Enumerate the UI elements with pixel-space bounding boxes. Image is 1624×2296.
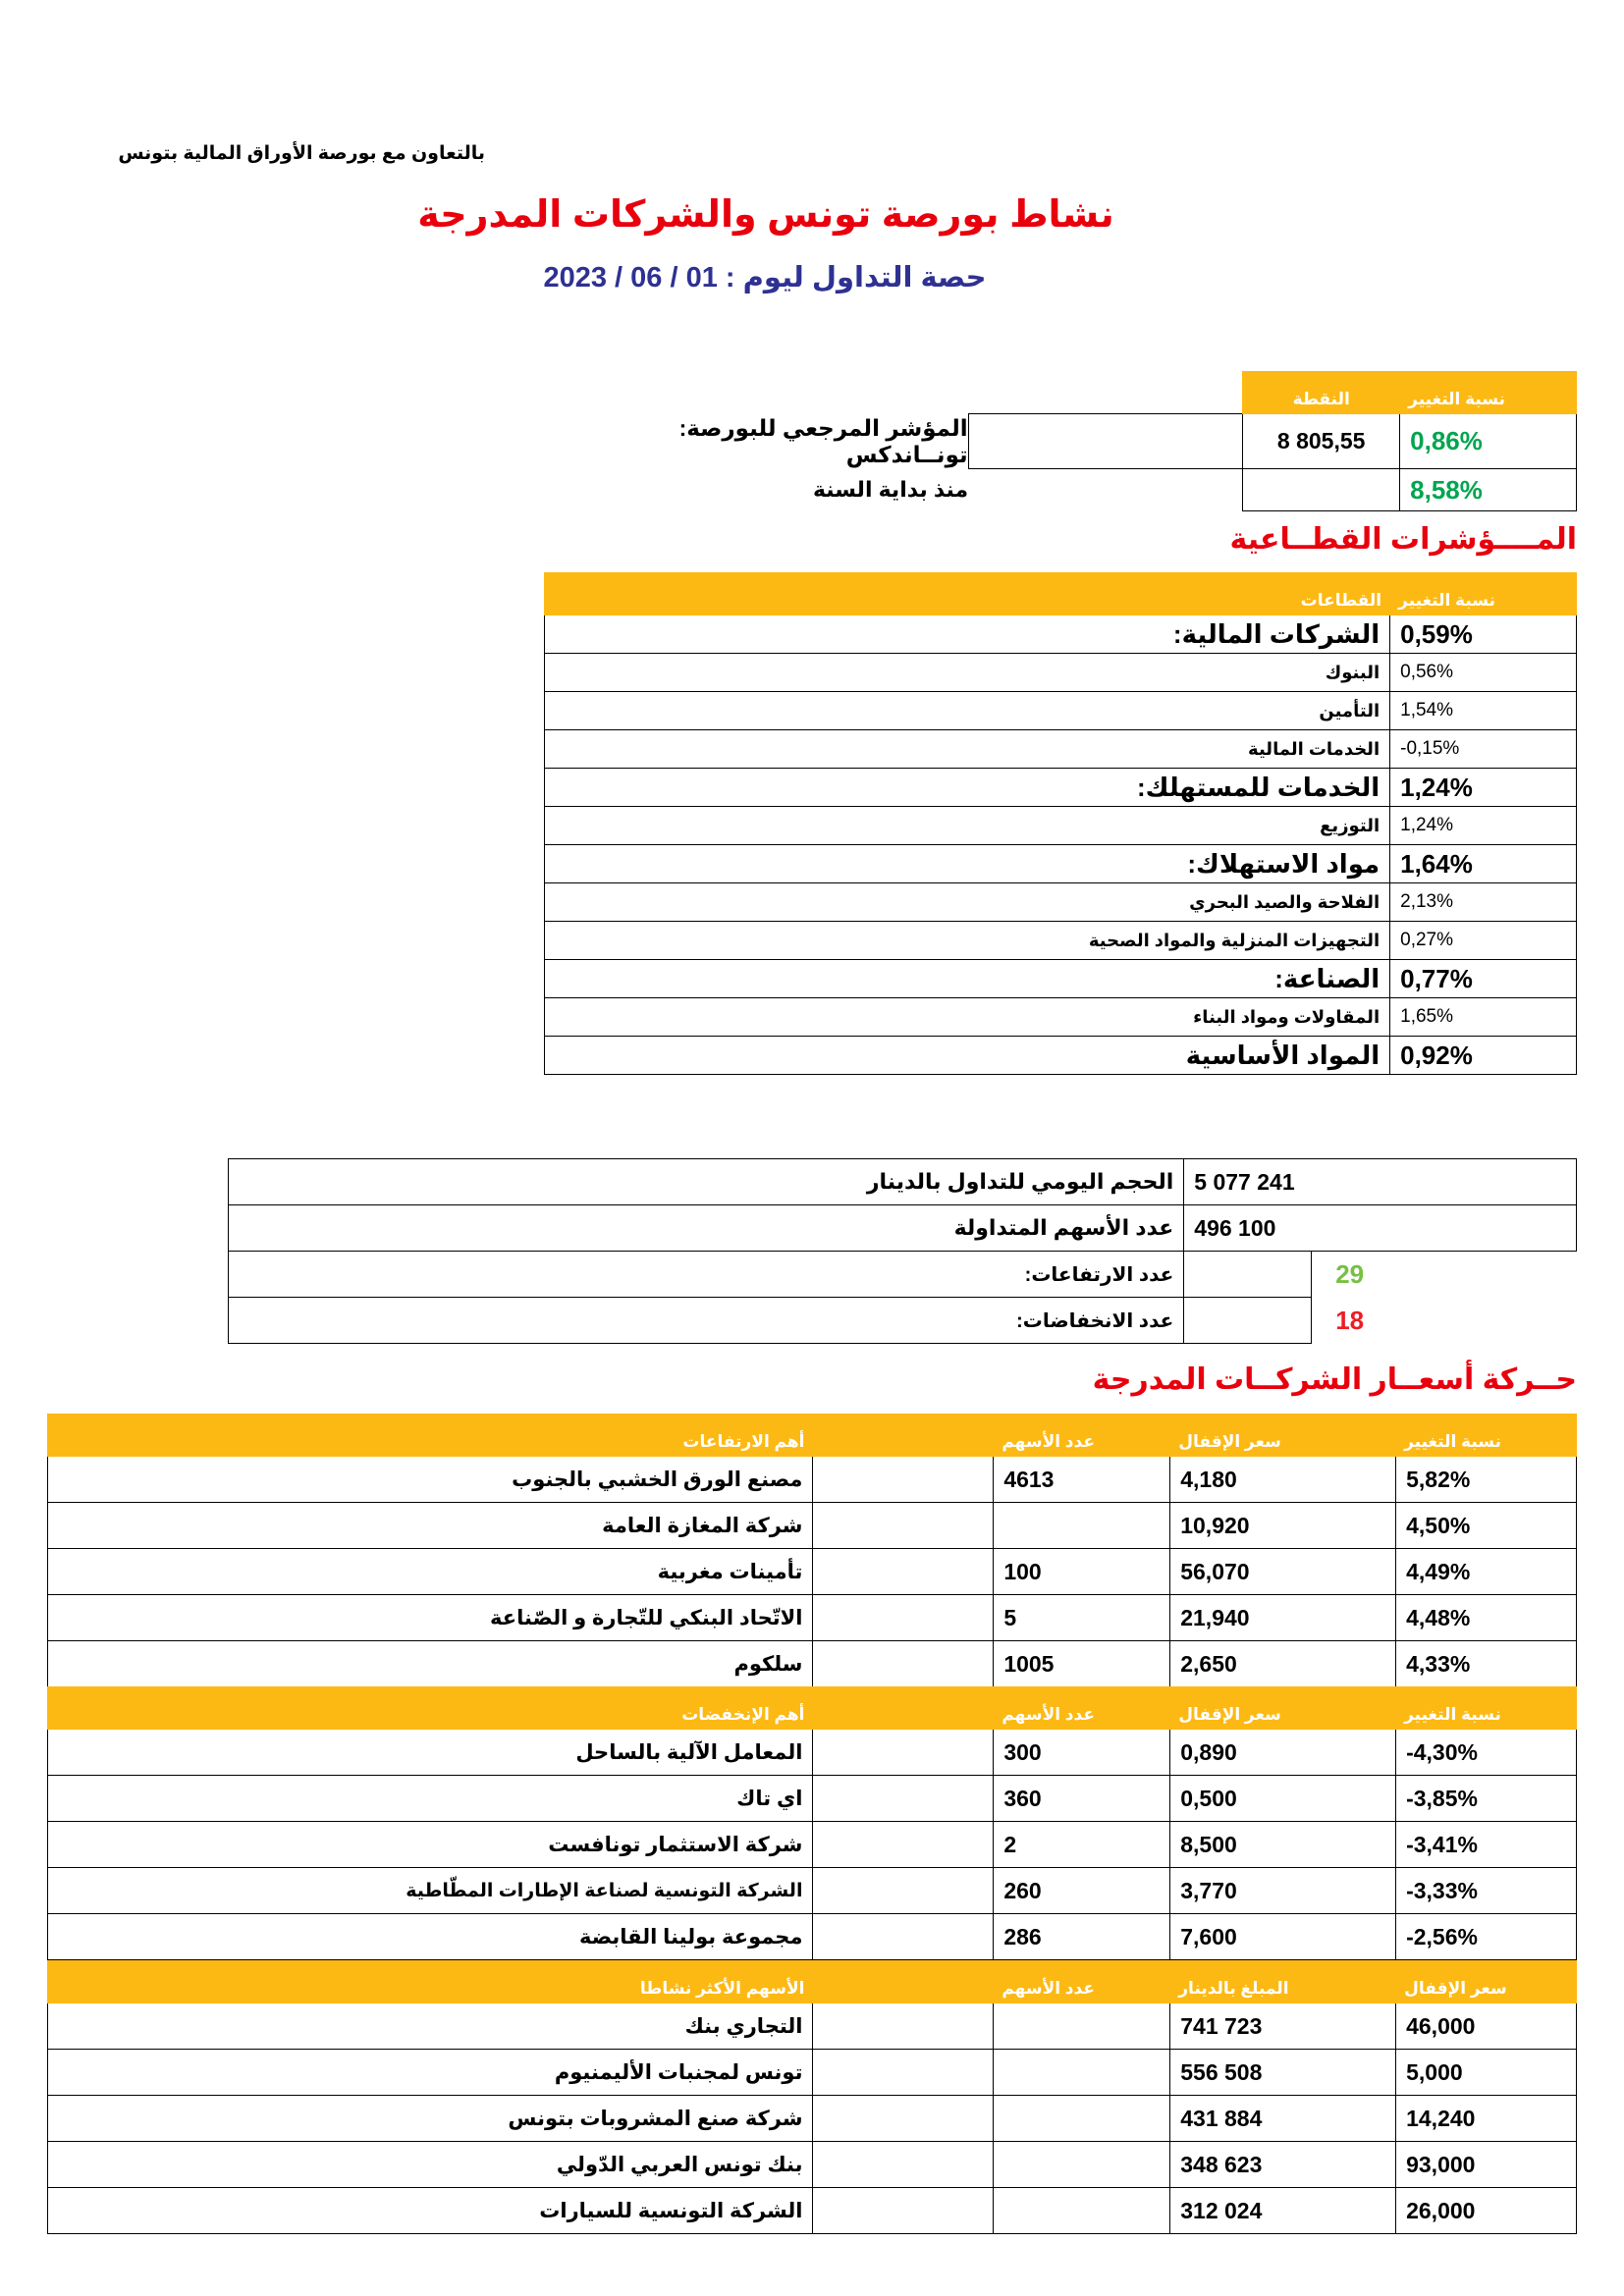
losers-col-shares: عدد الأسهم [994, 1687, 1170, 1730]
loser-price: 0,500 [1170, 1776, 1396, 1822]
shares-traded-value: 496 100 [1184, 1205, 1577, 1252]
table-row [545, 998, 1577, 1037]
table-row [596, 414, 1577, 469]
sectors-col-change: نسبة التغيير [1390, 573, 1577, 615]
index-empty-cell [968, 414, 1243, 469]
gainers-table [47, 1414, 1577, 1687]
index-row-label: المؤشر المرجعي للبورصة: تونــاندكس [678, 414, 968, 467]
gainer-price: 10,920 [1170, 1503, 1396, 1549]
sector-name: التأمين [545, 692, 1390, 730]
sector-name: مواد الاستهلاك: [545, 845, 1390, 883]
loser-gap [813, 1914, 994, 1960]
advances-count-value: 29 [1335, 1258, 1365, 1289]
index-header-row [596, 372, 1577, 414]
daily-volume-value: 5 077 241 [1184, 1159, 1577, 1205]
sector-name: الصناعة: [545, 960, 1390, 998]
table-row [545, 769, 1577, 807]
table-row [545, 730, 1577, 769]
active-price: 5,000 [1396, 2050, 1577, 2096]
loser-name: مجموعة بولينا القابضة [48, 1914, 813, 1960]
actives-col-gap [813, 1961, 994, 2003]
index-col-point: النقطة [1243, 372, 1400, 414]
table-row [545, 692, 1577, 730]
loser-change: -2,56% [1396, 1914, 1577, 1960]
active-price: 26,000 [1396, 2188, 1577, 2234]
loser-name: المعامل الآلية بالساحل [48, 1730, 813, 1776]
table-row [48, 1503, 1577, 1549]
table-row [48, 2003, 1577, 2050]
losers-header-row [48, 1687, 1577, 1730]
movers-section-title: حــركة أسعــار الشركــات المدرجة [1092, 1363, 1577, 1396]
loser-change: -3,85% [1396, 1776, 1577, 1822]
sector-change: 0,92% [1390, 1037, 1577, 1075]
active-price: 46,000 [1396, 2003, 1577, 2050]
sector-name: المواد الأساسية [545, 1037, 1390, 1075]
loser-shares: 360 [994, 1776, 1170, 1822]
index-label-spacer [596, 372, 969, 414]
index-col-change: نسبة التغيير [1400, 372, 1577, 414]
table-row [545, 845, 1577, 883]
actives-header-row [48, 1961, 1577, 2003]
gainer-gap [813, 1595, 994, 1641]
gainer-price: 21,940 [1170, 1595, 1396, 1641]
active-shares [994, 2188, 1170, 2234]
gainer-change: 4,33% [1396, 1641, 1577, 1687]
gainers-header-row [48, 1415, 1577, 1457]
sector-change: 2,13% [1390, 883, 1577, 922]
loser-price: 7,600 [1170, 1914, 1396, 1960]
top-losers-table [47, 1686, 1577, 1960]
gainer-price: 4,180 [1170, 1457, 1396, 1503]
active-name: بنك تونس العربي الدّولي [48, 2142, 813, 2188]
gainer-shares: 1005 [994, 1641, 1170, 1687]
loser-shares: 260 [994, 1868, 1170, 1914]
sector-change: 1,64% [1390, 845, 1577, 883]
index-ytd-value: 8,58% [1400, 469, 1577, 511]
active-price: 14,240 [1396, 2096, 1577, 2142]
table-row [229, 1205, 1577, 1252]
losers-col-name: أهم الإنخفضات [48, 1687, 813, 1730]
table-row [545, 615, 1577, 654]
losers-table [47, 1686, 1577, 1960]
sector-name: الخدمات المالية [545, 730, 1390, 769]
active-shares [994, 2003, 1170, 2050]
table-row [48, 1730, 1577, 1776]
sector-change: 1,65% [1390, 998, 1577, 1037]
gainer-change: 5,82% [1396, 1457, 1577, 1503]
table-row [545, 960, 1577, 998]
table-row [48, 1776, 1577, 1822]
gainer-name: سلكوم [48, 1641, 813, 1687]
gainer-price: 2,650 [1170, 1641, 1396, 1687]
table-row [229, 1252, 1577, 1298]
losers-col-change: نسبة التغيير [1396, 1687, 1577, 1730]
loser-price: 0,890 [1170, 1730, 1396, 1776]
actives-col-name: الأسهم الأكثر نشاطا [48, 1961, 813, 2003]
table-row [545, 807, 1577, 845]
page-title: نشاط بورصة تونس والشركات المدرجة [417, 194, 1114, 236]
gainer-shares [994, 1503, 1170, 1549]
gainer-change: 4,49% [1396, 1549, 1577, 1595]
declines-label: عدد الانخفاضات: [229, 1298, 1184, 1344]
table-row [545, 922, 1577, 960]
sector-name: التوزيع [545, 807, 1390, 845]
table-row [229, 1159, 1577, 1205]
gainers-col-name: أهم الارتفاعات [48, 1415, 813, 1457]
loser-gap [813, 1730, 994, 1776]
sector-change: 1,54% [1390, 692, 1577, 730]
sectors-table [544, 572, 1577, 1075]
table-row [596, 469, 1577, 511]
gainer-gap [813, 1457, 994, 1503]
sectors-header-row [545, 573, 1577, 615]
loser-gap [813, 1822, 994, 1868]
gainer-name: مصنع الورق الخشبي بالجنوب [48, 1457, 813, 1503]
sector-change: 0,77% [1390, 960, 1577, 998]
gainer-gap [813, 1503, 994, 1549]
active-price: 93,000 [1396, 2142, 1577, 2188]
index-ytd-label: منذ بداية السنة [812, 477, 969, 502]
sector-change: 1,24% [1390, 769, 1577, 807]
active-name: الشركة التونسية للسيارات [48, 2188, 813, 2234]
benchmark-index-table [595, 371, 1577, 511]
loser-gap [813, 1868, 994, 1914]
active-amount: 556 508 [1170, 2050, 1396, 2096]
volume-summary-table [228, 1158, 1577, 1344]
sector-name: الفلاحة والصيد البحري [545, 883, 1390, 922]
gainer-price: 56,070 [1170, 1549, 1396, 1595]
active-amount: 348 623 [1170, 2142, 1396, 2188]
sectors-col-name: القطاعات [545, 573, 1390, 615]
active-amount: 312 024 [1170, 2188, 1396, 2234]
active-gap [813, 2096, 994, 2142]
daily-volume-label: الحجم اليومي للتداول بالدينار [229, 1159, 1184, 1205]
advances-label: عدد الارتفاعات: [229, 1252, 1184, 1298]
loser-change: -4,30% [1396, 1730, 1577, 1776]
gainers-col-change: نسبة التغيير [1396, 1415, 1577, 1457]
sector-change: 0,27% [1390, 922, 1577, 960]
gainer-change: 4,48% [1396, 1595, 1577, 1641]
table-row [48, 2142, 1577, 2188]
gainer-shares: 5 [994, 1595, 1170, 1641]
table-row [48, 1868, 1577, 1914]
active-name: تونس لمجنبات الأليمنيوم [48, 2050, 813, 2096]
index-point-value: 8 805,55 [1243, 414, 1400, 469]
losers-col-gap [813, 1687, 994, 1730]
advances-spacer [1184, 1252, 1312, 1298]
loser-shares: 2 [994, 1822, 1170, 1868]
loser-gap [813, 1776, 994, 1822]
loser-price: 3,770 [1170, 1868, 1396, 1914]
table-row [48, 1641, 1577, 1687]
sector-name: الخدمات للمستهلك: [545, 769, 1390, 807]
active-gap [813, 2003, 994, 2050]
sector-name: التجهيزات المنزلية والمواد الصحية [545, 922, 1390, 960]
sector-change: 0,59% [1390, 615, 1577, 654]
volume-table [228, 1158, 1577, 1344]
active-shares [994, 2142, 1170, 2188]
gainers-col-price: سعر الإقفال [1170, 1415, 1396, 1457]
most-active-table [47, 1960, 1577, 2234]
gainer-name: الاتّحاد البنكي للتّجارة و الصّناعة [48, 1595, 813, 1641]
actives-col-price: سعر الإقفال [1396, 1961, 1577, 2003]
index-spacer-cell [968, 372, 1243, 414]
active-gap [813, 2050, 994, 2096]
sector-name: المقاولات ومواد البناء [545, 998, 1390, 1037]
loser-price: 8,500 [1170, 1822, 1396, 1868]
sector-change: -0,15% [1390, 730, 1577, 769]
table-row [48, 1595, 1577, 1641]
gainers-col-gap [813, 1415, 994, 1457]
table-row [545, 654, 1577, 692]
actives-col-amount: المبلغ بالدينار [1170, 1961, 1396, 2003]
table-row [48, 1914, 1577, 1960]
gainer-change: 4,50% [1396, 1503, 1577, 1549]
shares-traded-label: عدد الأسهم المتداولة [229, 1205, 1184, 1252]
active-amount: 741 723 [1170, 2003, 1396, 2050]
active-amount: 431 884 [1170, 2096, 1396, 2142]
loser-shares: 286 [994, 1914, 1170, 1960]
loser-name: اي تاك [48, 1776, 813, 1822]
table-row [48, 2050, 1577, 2096]
sectors-section-title: المــــؤشرات القطــاعية [1229, 523, 1577, 556]
loser-change: -3,33% [1396, 1868, 1577, 1914]
sector-change: 0,56% [1390, 654, 1577, 692]
sector-change: 1,24% [1390, 807, 1577, 845]
cooperation-note: بالتعاون مع بورصة الأوراق المالية بتونس [118, 143, 485, 164]
table-row [48, 1822, 1577, 1868]
table-row [545, 1037, 1577, 1075]
active-shares [994, 2050, 1170, 2096]
loser-change: -3,41% [1396, 1822, 1577, 1868]
declines-spacer [1184, 1298, 1312, 1344]
table-row [48, 1549, 1577, 1595]
active-name: شركة صنع المشروبات بتونس [48, 2096, 813, 2142]
gainer-shares: 100 [994, 1549, 1170, 1595]
declines-count-value: 18 [1335, 1305, 1365, 1335]
actives-table [47, 1960, 1577, 2234]
active-shares [994, 2096, 1170, 2142]
active-gap [813, 2188, 994, 2234]
index-ytd-point [1243, 469, 1400, 511]
index-change-value: 0,86% [1400, 414, 1577, 469]
sector-name: الشركات المالية: [545, 615, 1390, 654]
index-table [595, 371, 1577, 511]
gainers-col-shares: عدد الأسهم [994, 1415, 1170, 1457]
sector-indicators-table [544, 572, 1577, 1075]
sector-name: البنوك [545, 654, 1390, 692]
gainer-gap [813, 1549, 994, 1595]
gainer-gap [813, 1641, 994, 1687]
gainer-shares: 4613 [994, 1457, 1170, 1503]
losers-col-price: سعر الإقفال [1170, 1687, 1396, 1730]
table-row [48, 2096, 1577, 2142]
top-gainers-table [47, 1414, 1577, 1687]
table-row [229, 1298, 1577, 1344]
loser-name: شركة الاستثمار تونافست [48, 1822, 813, 1868]
gainer-name: تأمينات مغربية [48, 1549, 813, 1595]
active-gap [813, 2142, 994, 2188]
loser-shares: 300 [994, 1730, 1170, 1776]
index-ytd-empty [968, 469, 1243, 511]
session-date: حصة التداول ليوم : 01 / 06 / 2023 [543, 262, 987, 294]
table-row [48, 2188, 1577, 2234]
table-row [48, 1457, 1577, 1503]
table-row [545, 883, 1577, 922]
gainer-name: شركة المغازة العامة [48, 1503, 813, 1549]
loser-name: الشركة التونسية لصناعة الإطارات المطّاطية [48, 1868, 813, 1914]
active-name: التجاري بنك [48, 2003, 813, 2050]
actives-col-shares: عدد الأسهم [994, 1961, 1170, 2003]
